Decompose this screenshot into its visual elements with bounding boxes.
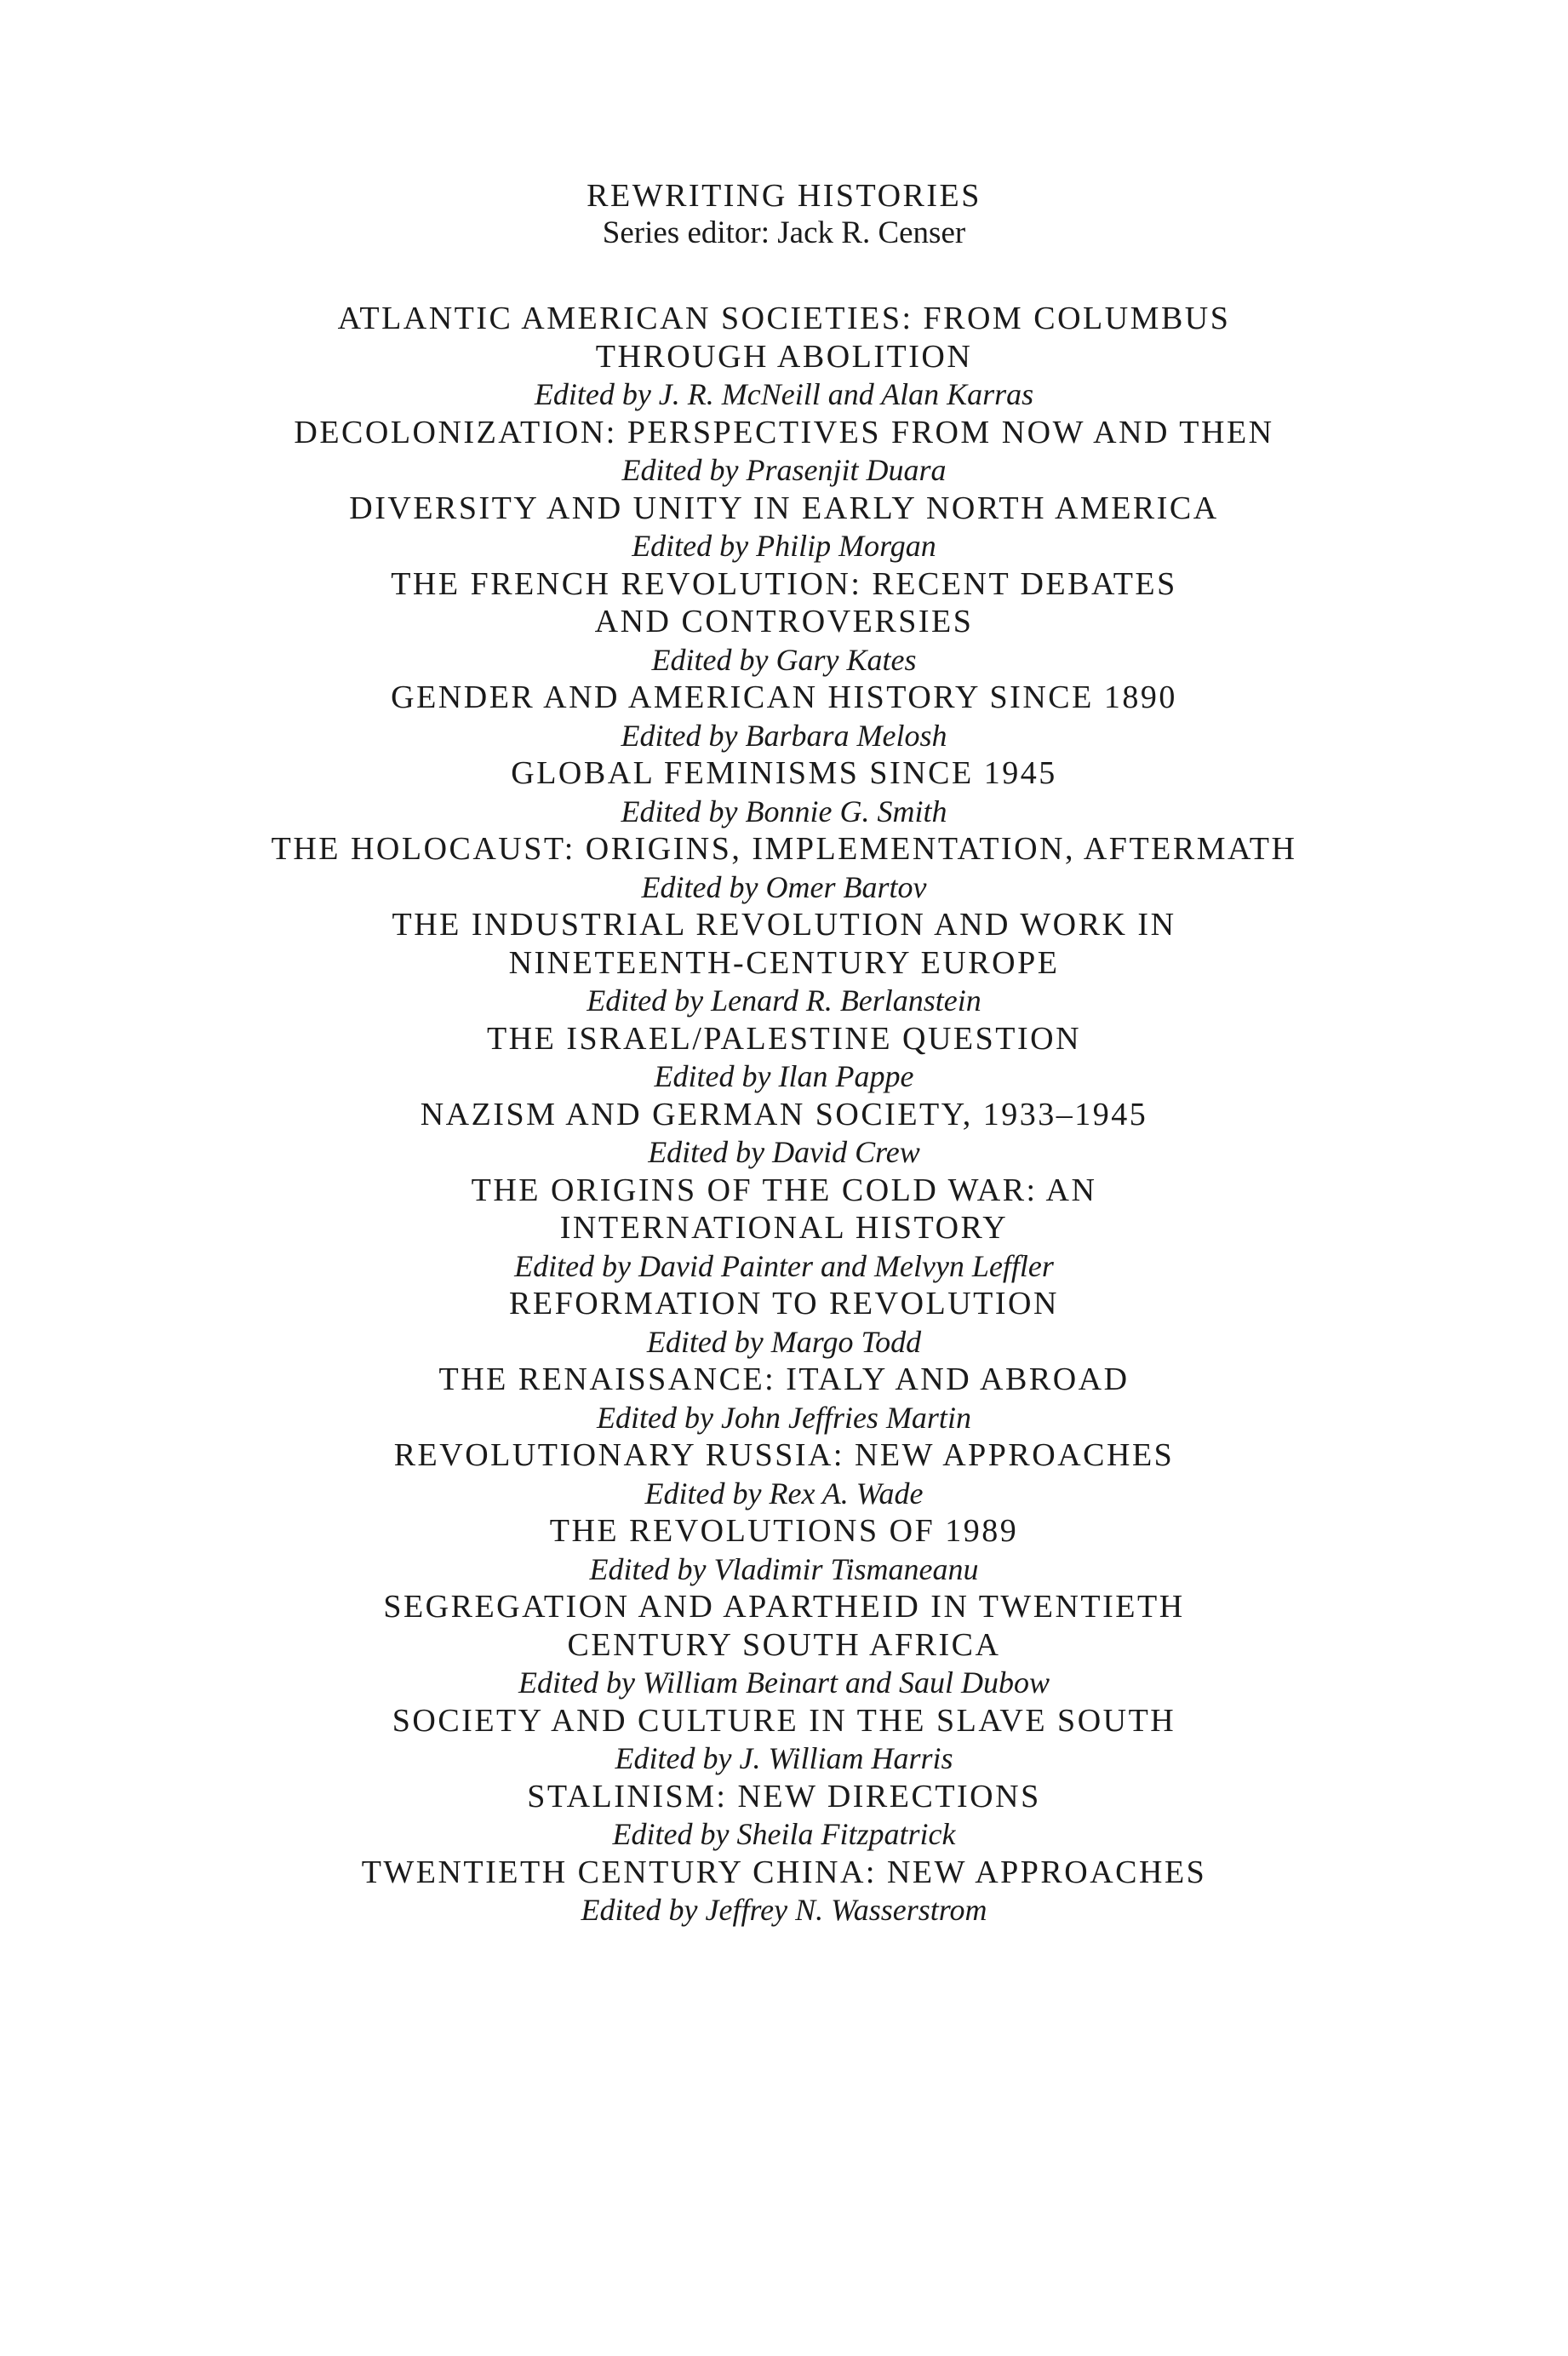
book-editor: Edited by Barbara Melosh xyxy=(621,718,947,753)
book-title: GENDER AND AMERICAN HISTORY SINCE 1890 xyxy=(391,679,1177,715)
book-title: THE ISRAEL/PALESTINE QUESTION xyxy=(486,1020,1082,1057)
book-entry xyxy=(0,1588,1568,1702)
series-title: REWRITING HISTORIES xyxy=(587,178,981,214)
book-title: THE INDUSTRIAL REVOLUTION AND WORK IN xyxy=(392,907,1176,943)
book-title: SOCIETY AND CULTURE IN THE SLAVE SOUTH xyxy=(392,1702,1176,1739)
book-list xyxy=(0,300,1568,1929)
book-entry xyxy=(0,490,1568,565)
book-title: THE HOLOCAUST: ORIGINS, IMPLEMENTATION, AFTERMATH xyxy=(271,831,1297,867)
book-entry xyxy=(0,906,1568,1020)
book-title: STALINISM: NEW DIRECTIONS xyxy=(527,1778,1041,1814)
book-title: THROUGH ABOLITION xyxy=(595,338,973,375)
book-entry xyxy=(0,300,1568,414)
book-editor: Edited by Gary Kates xyxy=(651,642,917,677)
book-title: ATLANTIC AMERICAN SOCIETIES: FROM COLUMBUS xyxy=(337,301,1231,336)
book-editor: Edited by Rex A. Wade xyxy=(644,1476,924,1510)
book-editor: Edited by Omer Bartov xyxy=(641,869,927,904)
series-header xyxy=(0,177,1568,252)
book-title: DECOLONIZATION: PERSPECTIVES FROM NOW AND THEN xyxy=(294,414,1274,450)
book-title: GLOBAL FEMINISMS SINCE 1945 xyxy=(511,755,1057,791)
book-editor: Edited by Ilan Pappe xyxy=(654,1059,914,1093)
series-editor: Series editor: Jack R. Censer xyxy=(602,215,966,250)
book-editor: Edited by Lenard R. Berlanstein xyxy=(587,983,981,1017)
book-title: DIVERSITY AND UNITY IN EARLY NORTH AMERICA xyxy=(349,490,1219,526)
book-editor: Edited by Margo Todd xyxy=(646,1324,922,1359)
book-title: REVOLUTIONARY RUSSIA: NEW APPROACHES xyxy=(393,1437,1175,1473)
book-editor: Edited by David Painter and Melvyn Leffler xyxy=(514,1248,1054,1283)
book-editor: Edited by Prasenjit Duara xyxy=(621,453,947,487)
book-editor: Edited by Bonnie G. Smith xyxy=(621,794,947,828)
book-entry xyxy=(0,1361,1568,1436)
book-title: NINETEENTH-CENTURY EUROPE xyxy=(508,944,1060,981)
book-title: NAZISM AND GERMAN SOCIETY, 1933–1945 xyxy=(420,1096,1148,1132)
book-entry xyxy=(0,830,1568,906)
book-editor: Edited by J. William Harris xyxy=(615,1741,953,1775)
book-entry xyxy=(0,1778,1568,1854)
book-entry xyxy=(0,754,1568,830)
book-title: REFORMATION TO REVOLUTION xyxy=(509,1286,1059,1321)
book-entry xyxy=(0,1512,1568,1588)
book-editor: Edited by William Beinart and Saul Dubow xyxy=(518,1665,1050,1700)
book-entry xyxy=(0,679,1568,754)
book-entry xyxy=(0,414,1568,490)
book-editor: Edited by Sheila Fitzpatrick xyxy=(612,1817,956,1851)
book-entry xyxy=(0,1702,1568,1778)
book-title: THE ORIGINS OF THE COLD WAR: AN xyxy=(471,1172,1097,1208)
book-editor: Edited by Vladimir Tismaneanu xyxy=(589,1551,979,1586)
book-entry xyxy=(0,1096,1568,1172)
book-entry xyxy=(0,1172,1568,1286)
book-title: THE REVOLUTIONS OF 1989 xyxy=(549,1513,1019,1549)
book-entry xyxy=(0,565,1568,679)
book-editor: Edited by Jeffrey N. Wasserstrom xyxy=(581,1893,987,1927)
book-entry xyxy=(0,1020,1568,1096)
book-title: AND CONTROVERSIES xyxy=(594,604,974,639)
book-entry xyxy=(0,1285,1568,1361)
book-editor: Edited by John Jeffries Martin xyxy=(597,1400,971,1435)
book-editor: Edited by Philip Morgan xyxy=(632,529,936,563)
book-title: THE RENAISSANCE: ITALY AND ABROAD xyxy=(438,1361,1130,1397)
book-entry xyxy=(0,1436,1568,1512)
book-editor: Edited by David Crew xyxy=(648,1135,920,1169)
book-editor: Edited by J. R. McNeill and Alan Karras xyxy=(534,377,1034,411)
book-entry xyxy=(0,1854,1568,1929)
book-title: TWENTIETH CENTURY CHINA: NEW APPROACHES xyxy=(361,1854,1207,1890)
book-title: SEGREGATION AND APARTHEID IN TWENTIETH xyxy=(383,1589,1185,1625)
book-title: THE FRENCH REVOLUTION: RECENT DEBATES xyxy=(391,565,1177,602)
book-title: CENTURY SOUTH AFRICA xyxy=(567,1626,1001,1663)
book-title: INTERNATIONAL HISTORY xyxy=(559,1210,1009,1246)
